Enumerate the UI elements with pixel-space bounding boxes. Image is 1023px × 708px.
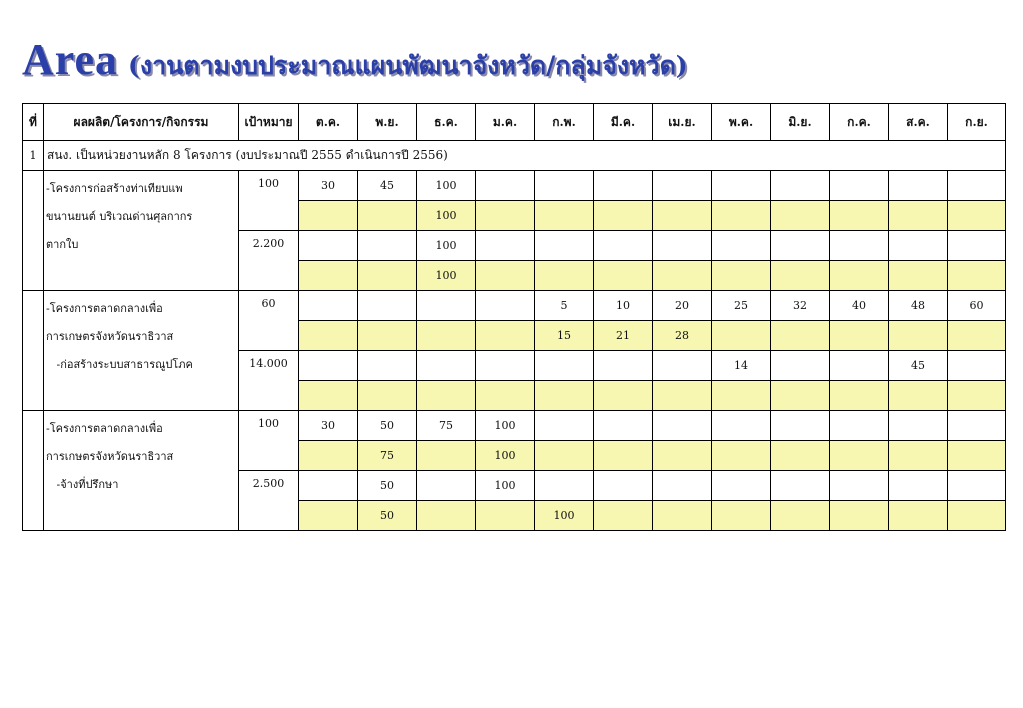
project-name-line: การเกษตรจังหวัดนราธิวาส	[46, 450, 174, 463]
header-cell: มิ.ย.	[771, 104, 830, 141]
header-cell: ธ.ค.	[417, 104, 476, 141]
month-value-cell	[948, 321, 1006, 351]
header-cell: ม.ค.	[476, 104, 535, 141]
project-name-line: ขนานยนต์ บริเวณด่านศุลกากร	[46, 210, 193, 223]
month-value-cell	[476, 261, 535, 291]
month-value-cell	[830, 231, 889, 261]
month-value-cell	[712, 411, 771, 441]
month-value-cell	[358, 231, 417, 261]
target-cell: 2.200	[239, 231, 299, 291]
month-value-cell: 60	[948, 291, 1006, 321]
header-cell: ที่	[23, 104, 44, 141]
month-value-cell: 100	[417, 171, 476, 201]
month-value-cell	[535, 201, 594, 231]
month-value-cell: 10	[594, 291, 653, 321]
row-number-cell	[23, 291, 44, 411]
month-value-cell	[594, 501, 653, 531]
month-value-cell: 100	[417, 201, 476, 231]
row-number-cell	[23, 171, 44, 291]
project-name-line: ตากใบ	[46, 238, 79, 251]
target-cell: 60	[239, 291, 299, 351]
month-value-cell: 45	[889, 351, 948, 381]
month-value-cell	[299, 231, 358, 261]
month-value-cell	[476, 231, 535, 261]
header-cell: ก.ย.	[948, 104, 1006, 141]
month-value-cell	[594, 411, 653, 441]
month-value-cell	[653, 501, 712, 531]
month-value-cell	[948, 381, 1006, 411]
table-row	[23, 291, 1006, 321]
month-value-cell	[594, 381, 653, 411]
month-value-cell: 100	[417, 231, 476, 261]
month-value-cell	[653, 441, 712, 471]
month-value-cell	[830, 351, 889, 381]
month-value-cell: 30	[299, 411, 358, 441]
header-cell: พ.ย.	[358, 104, 417, 141]
page-title	[22, 34, 688, 94]
month-value-cell	[653, 381, 712, 411]
project-name-line: -จ้างที่ปรึกษา	[46, 478, 119, 491]
month-value-cell	[889, 171, 948, 201]
month-value-cell	[948, 231, 1006, 261]
month-value-cell	[535, 441, 594, 471]
month-value-cell	[358, 381, 417, 411]
month-value-cell: 75	[417, 411, 476, 441]
month-value-cell	[299, 381, 358, 411]
month-value-cell: 21	[594, 321, 653, 351]
month-value-cell	[476, 291, 535, 321]
month-value-cell	[830, 321, 889, 351]
month-value-cell: 100	[476, 441, 535, 471]
month-value-cell	[476, 201, 535, 231]
month-value-cell	[417, 291, 476, 321]
month-value-cell: 100	[476, 411, 535, 441]
month-value-cell	[889, 381, 948, 411]
month-value-cell	[889, 441, 948, 471]
section-row	[23, 141, 1006, 171]
month-value-cell	[358, 261, 417, 291]
month-value-cell: 15	[535, 321, 594, 351]
month-value-cell	[476, 351, 535, 381]
month-value-cell	[476, 381, 535, 411]
month-value-cell	[299, 441, 358, 471]
project-name-cell	[44, 291, 239, 411]
month-value-cell: 100	[535, 501, 594, 531]
project-name-cell	[44, 171, 239, 291]
month-value-cell	[299, 261, 358, 291]
month-value-cell: 30	[299, 171, 358, 201]
month-value-cell	[417, 471, 476, 501]
month-value-cell	[712, 231, 771, 261]
target-cell: 100	[239, 171, 299, 231]
header-cell: ส.ค.	[889, 104, 948, 141]
month-value-cell	[299, 351, 358, 381]
target-cell: 2.500	[239, 471, 299, 531]
month-value-cell	[948, 201, 1006, 231]
month-value-cell	[476, 321, 535, 351]
month-value-cell	[653, 351, 712, 381]
month-value-cell	[712, 321, 771, 351]
month-value-cell: 25	[712, 291, 771, 321]
month-value-cell	[594, 201, 653, 231]
project-name-line: -โครงการตลาดกลางเพื่อ	[46, 422, 163, 435]
month-value-cell	[771, 171, 830, 201]
project-name-line: การเกษตรจังหวัดนราธิวาส	[46, 330, 174, 343]
month-value-cell	[535, 381, 594, 411]
month-value-cell	[771, 201, 830, 231]
month-value-cell	[299, 501, 358, 531]
month-value-cell	[417, 501, 476, 531]
month-value-cell	[948, 261, 1006, 291]
month-value-cell	[771, 231, 830, 261]
header-cell: เป้าหมาย	[239, 104, 299, 141]
header-cell: พ.ค.	[712, 104, 771, 141]
month-value-cell	[771, 351, 830, 381]
month-value-cell	[712, 501, 771, 531]
month-value-cell	[358, 201, 417, 231]
target-cell: 14.000	[239, 351, 299, 411]
month-value-cell	[653, 171, 712, 201]
month-value-cell	[653, 261, 712, 291]
month-value-cell	[535, 261, 594, 291]
month-value-cell	[594, 351, 653, 381]
project-name-cell	[44, 411, 239, 531]
month-value-cell	[535, 171, 594, 201]
month-value-cell: 50	[358, 471, 417, 501]
header-row	[23, 104, 1006, 141]
month-value-cell	[535, 471, 594, 501]
month-value-cell	[417, 351, 476, 381]
header-cell: ผลผลิต/โครงการ/กิจกรรม	[44, 104, 239, 141]
month-value-cell	[771, 411, 830, 441]
month-value-cell: 50	[358, 411, 417, 441]
month-value-cell	[299, 321, 358, 351]
month-value-cell	[771, 501, 830, 531]
month-value-cell: 14	[712, 351, 771, 381]
month-value-cell: 50	[358, 501, 417, 531]
month-value-cell: 45	[358, 171, 417, 201]
header-cell: ก.ค.	[830, 104, 889, 141]
month-value-cell: 20	[653, 291, 712, 321]
month-value-cell: 100	[476, 471, 535, 501]
month-value-cell	[771, 441, 830, 471]
month-value-cell	[830, 381, 889, 411]
month-value-cell	[712, 441, 771, 471]
month-value-cell: 100	[417, 261, 476, 291]
month-value-cell	[889, 321, 948, 351]
month-value-cell	[771, 471, 830, 501]
project-name-line: -โครงการก่อสร้างท่าเทียบแพ	[46, 182, 183, 195]
project-name-line: -โครงการตลาดกลางเพื่อ	[46, 302, 163, 315]
month-value-cell: 32	[771, 291, 830, 321]
month-value-cell	[948, 411, 1006, 441]
header-cell: มี.ค.	[594, 104, 653, 141]
month-value-cell	[594, 261, 653, 291]
month-value-cell	[358, 291, 417, 321]
month-value-cell	[358, 321, 417, 351]
month-value-cell	[653, 201, 712, 231]
plan-table	[22, 103, 1006, 531]
month-value-cell	[712, 171, 771, 201]
header-cell: เม.ย.	[653, 104, 712, 141]
month-value-cell	[771, 381, 830, 411]
month-value-cell	[653, 471, 712, 501]
section-number: 1	[23, 141, 44, 171]
month-value-cell	[889, 471, 948, 501]
month-value-cell	[830, 201, 889, 231]
month-value-cell	[299, 201, 358, 231]
month-value-cell	[535, 351, 594, 381]
month-value-cell	[830, 261, 889, 291]
month-value-cell	[653, 231, 712, 261]
month-value-cell	[889, 201, 948, 231]
month-value-cell	[830, 501, 889, 531]
month-value-cell	[594, 441, 653, 471]
month-value-cell	[594, 231, 653, 261]
month-value-cell	[889, 231, 948, 261]
month-value-cell: 75	[358, 441, 417, 471]
header-cell: ก.พ.	[535, 104, 594, 141]
month-value-cell	[653, 411, 712, 441]
month-value-cell	[948, 471, 1006, 501]
month-value-cell	[594, 171, 653, 201]
title-english: Area	[22, 35, 119, 84]
month-value-cell	[771, 321, 830, 351]
month-value-cell	[830, 471, 889, 501]
month-value-cell	[417, 321, 476, 351]
month-value-cell: 28	[653, 321, 712, 351]
month-value-cell	[712, 471, 771, 501]
month-value-cell	[830, 171, 889, 201]
month-value-cell	[712, 261, 771, 291]
header-cell: ต.ค.	[299, 104, 358, 141]
month-value-cell	[299, 471, 358, 501]
month-value-cell: 48	[889, 291, 948, 321]
month-value-cell	[948, 171, 1006, 201]
month-value-cell	[948, 501, 1006, 531]
month-value-cell	[948, 351, 1006, 381]
month-value-cell	[948, 441, 1006, 471]
month-value-cell	[889, 261, 948, 291]
month-value-cell	[830, 411, 889, 441]
project-name-line: -ก่อสร้างระบบสาธารณูปโภค	[46, 358, 193, 371]
month-value-cell	[476, 171, 535, 201]
month-value-cell	[299, 291, 358, 321]
month-value-cell: 5	[535, 291, 594, 321]
section-title: สนง. เป็นหน่วยงานหลัก 8 โครงการ (งบประมาณปี 2555 ดำเนินการปี 2556)	[44, 141, 1006, 171]
month-value-cell	[535, 411, 594, 441]
month-value-cell	[771, 261, 830, 291]
month-value-cell	[712, 381, 771, 411]
month-value-cell: 40	[830, 291, 889, 321]
title-thai: (งานตามงบประมาณแผนพัฒนาจังหวัด/กลุ่มจังหวัด)	[128, 51, 688, 80]
table-row	[23, 171, 1006, 201]
month-value-cell	[417, 441, 476, 471]
month-value-cell	[712, 201, 771, 231]
month-value-cell	[830, 441, 889, 471]
month-value-cell	[594, 471, 653, 501]
month-value-cell	[535, 231, 594, 261]
month-value-cell	[476, 501, 535, 531]
month-value-cell	[889, 501, 948, 531]
row-number-cell	[23, 411, 44, 531]
month-value-cell	[889, 411, 948, 441]
target-cell: 100	[239, 411, 299, 471]
month-value-cell	[417, 381, 476, 411]
month-value-cell	[358, 351, 417, 381]
table-row	[23, 411, 1006, 441]
